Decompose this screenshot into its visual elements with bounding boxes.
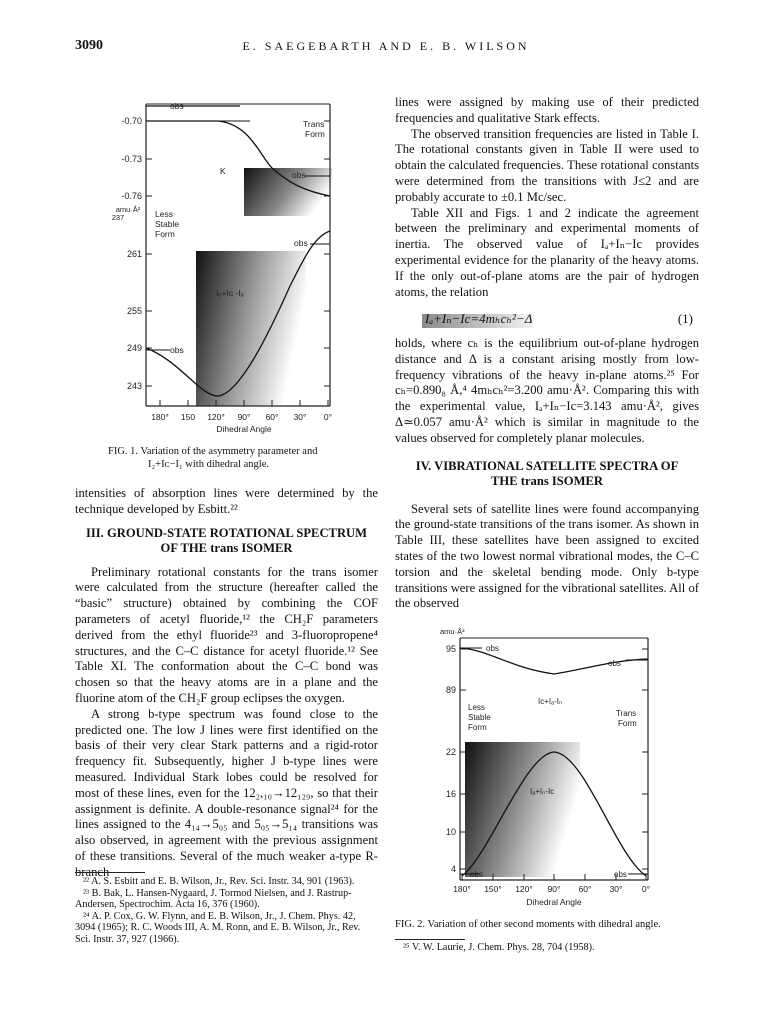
fig2-label-expr-lower: Iₐ+Iₙ-Ic — [530, 787, 555, 796]
fig1-label-obs-right: obs — [294, 238, 308, 248]
fig2-label-stable: Stable — [468, 713, 491, 722]
fig2-shading — [465, 742, 580, 877]
fig1-label-obs-left: obs — [170, 345, 184, 355]
fig1-ytick: 243 — [126, 381, 142, 391]
fig2-ytick: 10 — [445, 827, 456, 837]
fig2-label-form-right: Form — [618, 719, 637, 728]
footnote: ²² A. S. Esbitt and E. B. Wilson, Jr., Rev. Sci. Instr. 34, 901 (1963). — [83, 876, 355, 887]
fig2-ytick: 4 — [450, 864, 456, 874]
fig1-label-less: Less — [155, 209, 173, 219]
fig1-xlabel: Dihedral Angle — [216, 424, 272, 434]
fig2-xtick: 120° — [515, 884, 533, 894]
paragraph: A strong b-type spectrum was found close to the predicted one. The low J lines were first identified on the basis of their very clear Stark patterns and a rigid-rotor frequency fit. Subsequently, higher J b-type lines were measured. Individual Stark lobes could be resolved for most of these lines, even for the 12₂,₁₀→12₁₂₉, so that their assignment is definite. A double-resonance signal²⁴ for the lines assigned to the 4₁₄→5₀₅ and 5₀₅→5₁₄ transitions was also observed, in agreement with the previous assignment of these transitions. Several of the much weaker a-type R-branch — [75, 706, 378, 879]
section-4-title-line2: THE trans ISOMER — [491, 474, 603, 489]
paragraph: Preliminary rotational constants for the trans isomer were calculated from the structure (hereafter called the “basic” structure) obtained by combining the COF parameters of acetyl fluoride,¹² the CH₂F parameters derived from the ethyl fluoride²³ and 3-fluoropropene⁴ structures, and the C–C distance for acetyl fluoride.¹² See Table XI. The conformation about the C–C bond was chosen so that the heavy atoms are in a plane and the fluorine atom of the CH₂F group eclipses the oxygen. — [75, 564, 378, 705]
fig1-ytick: 249 — [126, 343, 142, 353]
figure-1-caption-line: I₂+Iᴄ−I₁ with dihedral angle. — [148, 459, 269, 470]
fig2-label-obs: obs — [470, 870, 483, 879]
paragraph: intensities of absorption lines were determined by the technique developed by Esbitt.²² — [75, 486, 378, 516]
footnote-rule — [395, 939, 465, 940]
fig1-label-obs-mid: obs — [292, 170, 306, 180]
paragraph: lines were assigned by making use of their predicted frequencies and qualitative Stark effects. — [395, 95, 699, 125]
paragraph: holds, where cₕ is the equilibrium out-of-plane hydrogen distance and Δ is a constant arising mostly from low-frequency vibrations of the heavy in-plane atoms.²⁵ For cₕ=0.890₈ Å,⁴ 4mₕcₕ²=3.200 amu·Å². Comparing this with the experimental value, Iₐ+Iₙ−Ic=3.143 amu·Å², gives Δ≃0.057 amu·Å² which is similar in magnitude to the values observed for completely planar molecules. — [395, 336, 699, 445]
right-column-text — [395, 95, 699, 300]
right-column-text-2 — [395, 336, 699, 612]
fig2-unit-label: amu·Å² — [440, 627, 465, 636]
fig2-ytick: 89 — [445, 685, 456, 695]
paragraph: Table XII and Figs. 1 and 2 indicate the agreement between the preliminary and experimental moments of inertia. The observed value of Iₐ+Iₙ−Ic provides experimental evidence for the planarity of the heavy atoms. If the only out-of-plane atoms are the pair of hydrogen atoms, the relation — [395, 205, 699, 299]
equation-1 — [395, 311, 699, 329]
paragraph: Several sets of satellite lines were found accompanying the ground-state transitions of the trans isomer. As shown in Table III, these satellites have been assigned to excited states of the two lowest normal vibrational modes, the C–C torsion and the skeletal bending mode. Only b-type transitions were assigned for the vibrational satellites. All of the observed — [395, 501, 699, 611]
fig1-label-form: Form — [305, 129, 325, 139]
fig2-xtick: 90° — [547, 884, 561, 894]
fig1-ytick: -0.76 — [121, 191, 142, 201]
footnote-right — [395, 942, 699, 954]
fig2-xtick: 0° — [641, 884, 651, 894]
fig2-label-form-left: Form — [468, 723, 487, 732]
fig1-label-expr: Iₑ+Iᴄ -Iₐ — [216, 288, 244, 298]
fig1-xtick: 150 — [180, 412, 196, 422]
fig1-label-stable: Stable — [155, 219, 180, 229]
fig2-label-trans: Trans — [616, 709, 637, 718]
fig1-ytick: -0.70 — [121, 116, 142, 126]
fig1-label-obs-top: obs — [170, 101, 184, 111]
fig1-ytick: 255 — [126, 306, 142, 316]
figure-1-caption — [108, 445, 378, 471]
equation-text: Iₐ+Iₙ−Ic=4mₕcₕ²−Δ — [425, 311, 533, 326]
fig2-ytick: 16 — [445, 789, 456, 799]
fig2-label-expr-upper: Ic+Iₐ-Iₙ — [538, 697, 563, 706]
paragraph: The observed transition frequencies are listed in Table I. The rotational constants given in Table II were used to obtain the calculated frequencies. These rotational constants were determined from the transitions with J≤2 and are probably accurate to ±0.1 Mc/sec. — [395, 126, 699, 204]
fig2-xlabel: Dihedral Angle — [526, 897, 582, 907]
section-3-title-line2: OF THE trans ISOMER — [160, 541, 293, 556]
equation-number: (1) — [677, 311, 693, 326]
fig2-xtick: 60° — [578, 884, 592, 894]
fig1-label-k: K — [220, 166, 226, 176]
fig1-unit-label: amu·Å² — [115, 205, 141, 214]
running-head-authors: E. SAEGEBARTH AND E. B. WILSON — [242, 39, 530, 53]
shading-lower — [196, 251, 306, 406]
running-header — [75, 38, 697, 58]
fig1-xtick: 90° — [237, 412, 251, 422]
figure-1-caption-line: FIG. 1. Variation of the asymmetry parameter and — [108, 446, 318, 457]
footnote-rule — [75, 872, 145, 873]
fig1-ytick: -0.73 — [121, 154, 142, 164]
fig2-label-obs: obs — [608, 659, 621, 668]
section-3-title: III. GROUND-STATE ROTATIONAL SPECTRUM — [85, 525, 368, 540]
fig1-xtick: 60° — [265, 412, 279, 422]
fig1-xtick: 30° — [293, 412, 307, 422]
fig2-xtick: 180° — [453, 884, 471, 894]
fig2-ytick: 22 — [445, 747, 456, 757]
fig2-ytick: 95 — [445, 644, 456, 654]
fig2-xtick: 30° — [609, 884, 623, 894]
fig2-xtick: 150° — [484, 884, 502, 894]
fig2-label-less: Less — [468, 703, 485, 712]
footnote: ²⁵ V. W. Laurie, J. Chem. Phys. 28, 704 (1958). — [403, 942, 595, 953]
footnote: ²³ B. Bak, L. Hansen-Nygaard, J. Tormod Nielsen, and J. Rastrup-Andersen, Spectrochim. Acta 16, 376 (1960). — [75, 887, 352, 911]
fig2-label-obs: obs — [486, 644, 499, 653]
figure-2 — [430, 624, 680, 914]
figure-1-plot — [100, 96, 360, 466]
fig1-ytick-extra: 237 — [111, 213, 125, 222]
fig1-label-trans: Trans — [303, 119, 325, 129]
figure-2-caption: FIG. 2. Variation of other second moments with dihedral angle. — [395, 919, 661, 930]
fig1-xtick: 0° — [323, 412, 333, 422]
left-column-text — [75, 486, 378, 881]
page-number: 3090 — [75, 38, 103, 53]
fig2-label-obs: obs — [614, 870, 627, 879]
fig1-label-form-left: Form — [155, 229, 175, 239]
fig1-xtick: 120° — [207, 412, 225, 422]
figure-1 — [100, 96, 360, 466]
fig1-xtick: 180° — [151, 412, 169, 422]
shading-upper — [244, 168, 332, 216]
figure-2-plot — [430, 624, 680, 914]
footnote: ²⁴ A. P. Cox, G. W. Flynn, and E. B. Wilson, Jr., J. Chem. Phys. 42, 3094 (1965); R. C. Woods III, A. M. Ronn, and E. B. Wilson, Jr., Rev. Sci. Instr. 37, 927 (1966). — [75, 910, 361, 945]
section-4-title: IV. VIBRATIONAL SATELLITE SPECTRA OF — [415, 458, 679, 473]
fig1-ytick: 261 — [126, 249, 142, 259]
footnotes-left — [75, 876, 378, 946]
